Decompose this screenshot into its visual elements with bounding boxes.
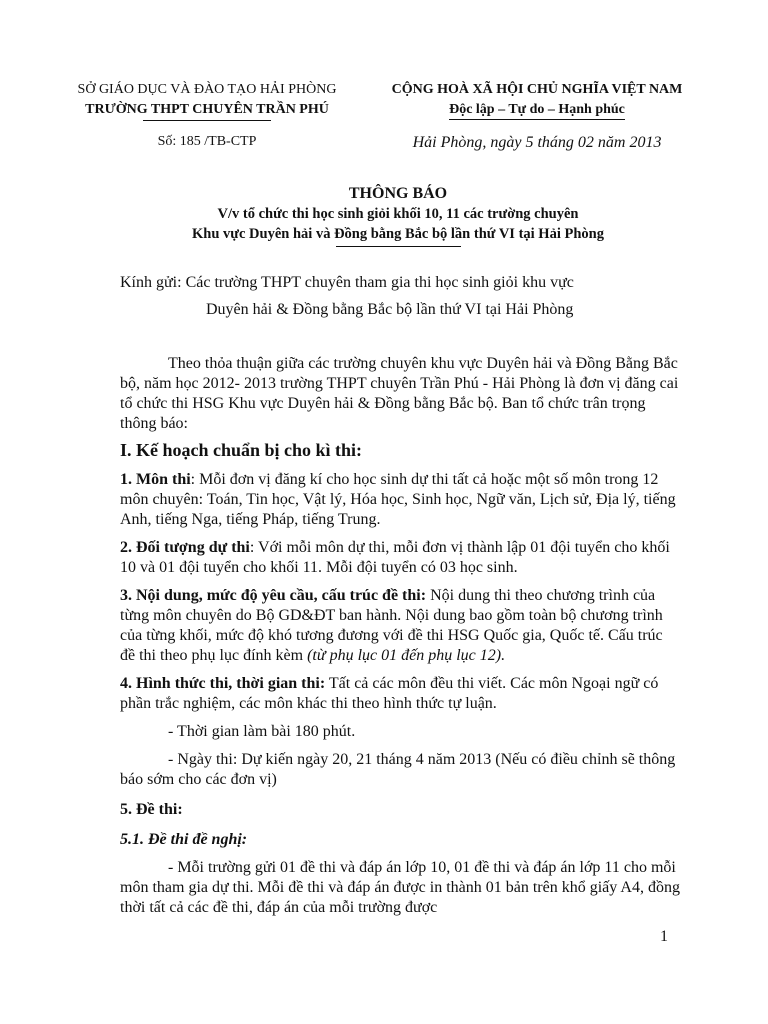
header-left [52, 80, 362, 152]
recipient-line-1: Kính gửi: Các trường THPT chuyên tham gia thi học sinh giỏi khu vực [120, 274, 574, 291]
document-number: Số: 185 /TB-CTP [157, 134, 257, 149]
national-motto: Độc lập – Tự do – Hạnh phúc [449, 100, 625, 120]
section-heading: I. Kế hoạch chuẩn bị cho kì thi: [120, 440, 363, 460]
document-title: THÔNG BÁO [348, 185, 448, 202]
exam-duration: - Thời gian làm bài 180 phút. [168, 723, 356, 740]
header-right [362, 80, 712, 120]
item-text: Nội dung thi theo chương trình của từng môn chuyên do Bộ GD&ĐT ban hành. Nội dung bao gồm toàn bộ chương trình của từng khối, mức độ khó tương đương với đề thi HSG Quốc gia, Quốc tế. Cấu trúc đề thi theo phụ lục đính kèm [120, 587, 663, 664]
subject-line-2: Khu vực Duyên hải và Đồng bằng Bắc bộ lần thứ VI tại Hải Phòng [192, 226, 604, 242]
item-label: 2. Đối tượng dự thi [120, 539, 250, 556]
subject-line-1: V/v tổ chức thi học sinh giỏi khối 10, 11 các trường chuyên [217, 206, 579, 222]
header-left-rule [143, 120, 271, 121]
nation-name: CỘNG HOÀ XÃ HỘI CHỦ NGHĨA VIỆT NAM [391, 82, 683, 97]
recipient-line-2: Duyên hải & Đồng bằng Bắc bộ lần thứ VI tại Hải Phòng [206, 301, 574, 318]
appendix-reference: (từ phụ lục 01 đến phụ lục 12). [307, 647, 506, 664]
item-noi-dung [120, 586, 680, 666]
document-body [120, 354, 680, 918]
document-date: Hải Phòng, ngày 5 tháng 02 năm 2013 [412, 134, 662, 151]
item-mon-thi [120, 470, 680, 530]
school-name: TRƯỜNG THPT CHUYÊN TRẦN PHÚ [85, 102, 329, 117]
item-text: : Mỗi đơn vị đăng kí cho học sinh dự thi tất cả hoặc một số môn trong 12 môn chuyên: Toán, Tin học, Vật lý, Hóa học, Sinh học, Ngữ văn, Lịch sử, Địa lý, tiếng Anh, tiếng Nga, tiếng Pháp, tiếng Trung. [120, 471, 676, 528]
intro-paragraph: Theo thỏa thuận giữa các trường chuyên khu vực Duyên hải và Đồng Bằng Bắc bộ, năm học 2012- 2013 trường THPT chuyên Trần Phú - Hải Phòng là đơn vị đăng cai tổ chức thi HSG Khu vực Duyên hải & Đồng bằng Bắc bộ. Ban tổ chức trân trọng thông báo: [120, 355, 679, 432]
department-name: SỞ GIÁO DỤC VÀ ĐÀO TẠO HẢI PHÒNG [77, 82, 337, 97]
exam-dates: - Ngày thi: Dự kiến ngày 20, 21 tháng 4 năm 2013 (Nếu có điều chỉnh sẽ thông báo sớm cho các đơn vị) [120, 751, 676, 788]
item-label: 4. Hình thức thi, thời gian thi: [120, 675, 326, 692]
title-rule [336, 246, 461, 247]
item-de-thi: 5. Đề thi: [120, 801, 183, 818]
item-text: Tất cả các môn đều thi viết. Các môn Ngoại ngữ có phần trắc nghiệm, các môn khác thi theo hình thức tự luận. [120, 675, 659, 712]
title-block [60, 184, 736, 247]
item-hinh-thuc [120, 674, 680, 714]
item-text: : Với mỗi môn dự thi, mỗi đơn vị thành lập 01 đội tuyển cho khối 10 và 01 đội tuyển cho khối 11. Mỗi đội tuyển có 03 học sinh. [120, 539, 670, 576]
exam-paper-paragraph: - Mỗi trường gửi 01 đề thi và đáp án lớp 10, 01 đề thi và đáp án lớp 11 cho mỗi môn tham gia dự thi. Mỗi đề thi và đáp án được in thành 01 bản trên khổ giấy A4, đồng thời tất cả các đề thi, đáp án của mỗi trường được [120, 859, 680, 916]
item-label: 3. Nội dung, mức độ yêu cầu, cấu trúc đề thi: [120, 587, 427, 604]
item-doi-tuong [120, 538, 680, 578]
page-number: 1 [660, 928, 668, 945]
item-label: 1. Môn thi [120, 471, 191, 488]
subsection-heading: 5.1. Đề thi đề nghị: [120, 831, 248, 848]
